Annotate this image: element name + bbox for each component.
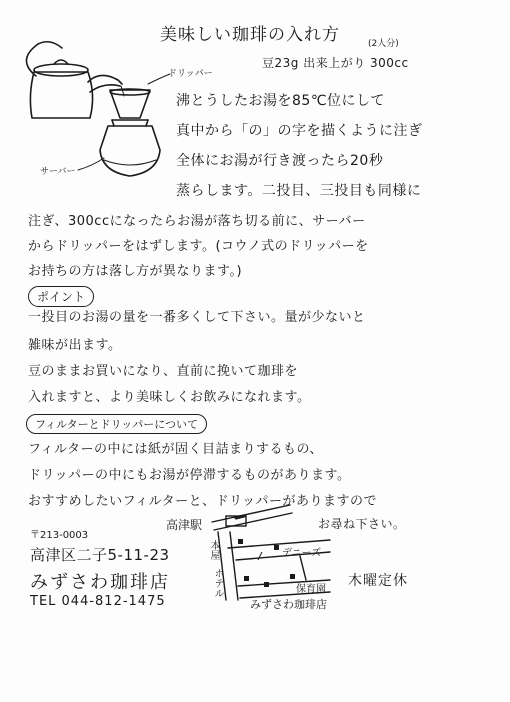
nursery-marker [290, 574, 295, 579]
shop-name: みずさわ珈琲店 [30, 572, 170, 593]
page-title: 美味しい珈琲の入れ方 [160, 25, 340, 45]
map-nursery: 保育園 [296, 584, 326, 595]
map-hotel: ホテル [212, 568, 223, 598]
step-line-2: 沸とうしたお湯を85℃位にして [176, 93, 386, 109]
dennys-marker [274, 545, 279, 550]
step-line-6: 注ぎ、300ccになったらお湯が落ち切る前に、サーバー [28, 214, 366, 229]
map-station: 高津駅 [166, 518, 203, 532]
step-line-5: 蒸らします。二投目、三投目も同様に [176, 183, 422, 199]
point-line-1: 一投目のお湯の量を一番多くして下さい。量が少ないと [28, 310, 366, 325]
map-shop: みずさわ珈琲店 [250, 598, 327, 611]
servings-note: (2人分) [368, 39, 399, 49]
filter-line-1: フィルターの中には紙が固く目詰まりするもの、 [28, 442, 323, 457]
closed-day: 木曜定休 [348, 573, 408, 589]
filter-line-3: おすすめしたいフィルターと、ドリッパーがありますので [28, 494, 378, 509]
hotel-marker [244, 576, 249, 581]
step-line-1: 豆23g 出来上がり 300cc [262, 56, 409, 70]
server-label: サーバー [40, 167, 76, 177]
step-line-7: からドリッパーをはずします。(コウノ式のドリッパーを [28, 239, 369, 254]
filter-line-2: ドリッパーの中にもお湯が停滞するものがあります。 [28, 468, 351, 483]
map-bookstore: 本屋 [208, 540, 219, 560]
shop-postal: 〒213-0003 [30, 530, 89, 541]
shop-tel: TEL 044-812-1475 [30, 594, 166, 609]
filter-badge: フィルターとドリッパーについて [26, 414, 207, 434]
point-line-3: 豆のままお買いになり、直前に挽いて珈琲を [28, 364, 299, 379]
step-line-8: お持ちの方は落し方が異なります。) [28, 264, 243, 279]
filter-line-4: お尋ね下さい。 [318, 517, 406, 531]
point-line-2: 雑味が出ます。 [28, 338, 122, 353]
point-line-4: 入れますと、より美味しくお飲みになれます。 [28, 390, 311, 405]
bookstore-marker [238, 539, 243, 544]
dripper-label: ドリッパー [168, 69, 213, 79]
shop-marker [264, 582, 269, 587]
map-dennys: デニーズ [282, 548, 322, 559]
step-line-4: 全体にお湯が行き渡ったら20秒 [176, 153, 384, 169]
shop-address: 高津区二子5-11-23 [30, 546, 170, 564]
step-line-3: 真中から「の」の字を描くように注ぎ [176, 123, 423, 139]
point-badge: ポイント [28, 286, 94, 307]
